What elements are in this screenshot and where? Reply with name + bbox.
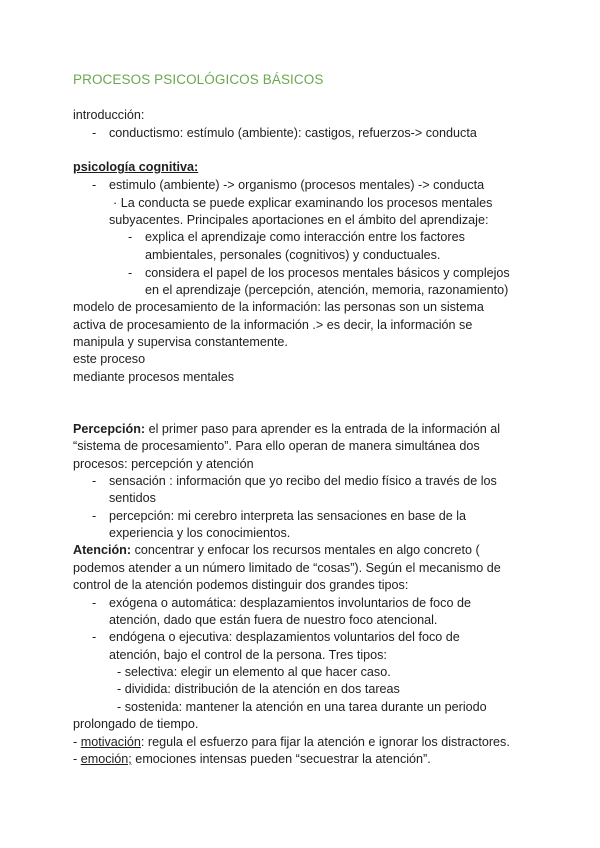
cognitiva-sub-line: explica el aprendizaje como interacción entre los factores xyxy=(145,230,465,244)
cognitiva-bullet: estimulo (ambiente) -> organismo (procesos mentales) -> conducta xyxy=(109,178,485,192)
percepcion-item-line: experiencia y los conocimientos. xyxy=(109,526,291,540)
bullet-dash: - xyxy=(128,230,133,244)
cognitiva-note-line: subyacentes. Principales aportaciones en el ámbito del aprendizaje: xyxy=(109,213,489,227)
emocion-line xyxy=(73,750,431,768)
bullet-dash: - xyxy=(92,474,97,488)
bullet-dash: - xyxy=(92,178,97,192)
cognitiva-heading: psicología cognitiva: xyxy=(73,160,199,174)
atencion-paragraph xyxy=(73,541,480,559)
emocion-label: emoción; xyxy=(80,752,132,766)
modelo-line: activa de procesamiento de la información .> es decir, la información se xyxy=(73,318,473,332)
percepcion-paragraph xyxy=(73,420,500,438)
emocion-text: emociones intensas pueden “secuestrar la atención”. xyxy=(131,752,431,766)
tipo-line: - selectiva: elegir un elemento al que hacer caso. xyxy=(117,665,391,679)
atencion-line: podemos atender a un número limitado de “cosas”). Según el mecanismo de xyxy=(73,561,501,575)
atencion-item-line: endógena o ejecutiva: desplazamientos voluntarios del foco de xyxy=(109,630,460,644)
line-dash: - xyxy=(73,735,78,749)
bullet-dash: - xyxy=(92,126,97,140)
cognitiva-sub-line: considera el papel de los procesos mentales básicos y complejos xyxy=(145,266,510,280)
cognitiva-note-line: · La conducta se puede explicar examinando los procesos mentales xyxy=(113,196,493,210)
bullet-dash: - xyxy=(92,630,97,644)
atencion-item-line: atención, dado que están fuera de nuestro foco atencional. xyxy=(109,613,438,627)
page-title: PROCESOS PSICOLÓGICOS BÁSICOS xyxy=(73,72,324,87)
percepcion-item-line: sensación : información que yo recibo del medio físico a través de los xyxy=(109,474,497,488)
atencion-tail: prolongado de tiempo. xyxy=(73,717,199,731)
intro-item: conductismo: estímulo (ambiente): castigos, refuerzos-> conducta xyxy=(109,126,477,140)
percepcion-line: el primer paso para aprender es la entrada de la información al xyxy=(145,422,501,436)
atencion-line: control de la atención podemos distinguir dos grandes tipos: xyxy=(73,578,409,592)
cognitiva-sub-line: en el aprendizaje (percepción, atención, memoria, razonamiento) xyxy=(145,283,509,297)
tipo-line: - sostenida: mantener la atención en una tarea durante un periodo xyxy=(117,700,487,714)
bullet-dash: - xyxy=(92,509,97,523)
percepcion-item-line: percepción: mi cerebro interpreta las sensaciones en base de la xyxy=(109,509,467,523)
modelo-line: mediante procesos mentales xyxy=(73,370,235,384)
percepcion-line: “sistema de procesamiento”. Para ello operan de manera simultánea dos xyxy=(73,439,480,453)
atencion-item-line: atención, bajo el control de la persona. Tres tipos: xyxy=(109,648,387,662)
motivacion-line xyxy=(73,733,510,751)
motivacion-label: motivación xyxy=(80,735,141,749)
percepcion-line: procesos: percepción y atención xyxy=(73,457,254,471)
tipo-line: - dividida: distribución de la atención en dos tareas xyxy=(117,682,400,696)
modelo-line: manipula y supervisa constantemente. xyxy=(73,335,288,349)
atencion-item-line: exógena o automática: desplazamientos involuntarios de foco de xyxy=(109,596,471,610)
percepcion-label: Percepción: xyxy=(73,422,146,436)
modelo-line: modelo de procesamiento de la información: las personas son un sistema xyxy=(73,300,484,314)
modelo-line: este proceso xyxy=(73,352,146,366)
motivacion-text: : regula el esfuerzo para fijar la atención e ignorar los distractores. xyxy=(140,735,510,749)
intro-label: introducción: xyxy=(73,108,145,122)
atencion-line: concentrar y enfocar los recursos mentales en algo concreto ( xyxy=(131,543,480,557)
bullet-dash: - xyxy=(128,266,133,280)
bullet-dash: - xyxy=(92,596,97,610)
atencion-label: Atención: xyxy=(73,543,132,557)
percepcion-item-line: sentidos xyxy=(109,491,156,505)
line-dash: - xyxy=(73,752,78,766)
cognitiva-sub-line: ambientales, personales (cognitivos) y conductuales. xyxy=(145,248,441,262)
